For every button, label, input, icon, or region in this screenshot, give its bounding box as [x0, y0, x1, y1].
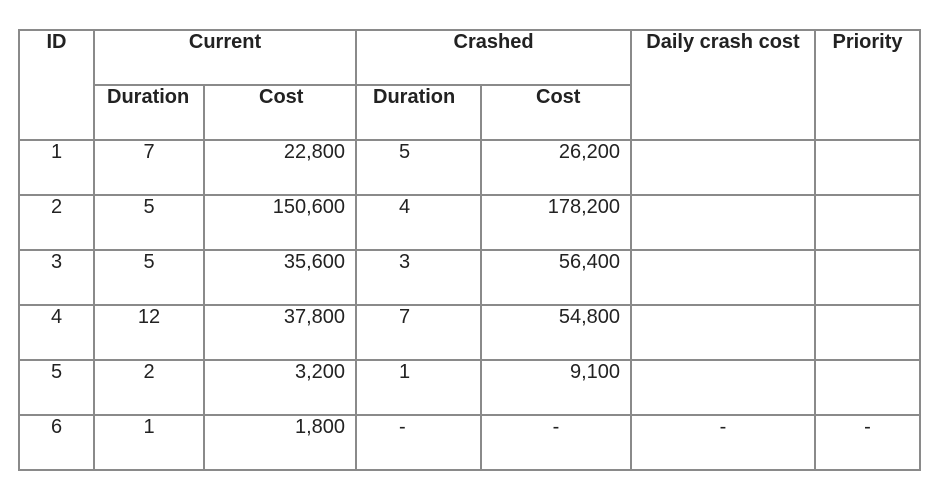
- cell-priority: -: [815, 415, 920, 470]
- cell-current-cost: 22,800: [204, 140, 356, 195]
- cell-current-duration: 1: [94, 415, 204, 470]
- cell-id: 2: [19, 195, 94, 250]
- cell-daily-crash-cost: -: [631, 415, 815, 470]
- cell-id: 4: [19, 305, 94, 360]
- cell-current-cost: 35,600: [204, 250, 356, 305]
- cell-current-cost: 150,600: [204, 195, 356, 250]
- header-daily-crash-cost: Daily crash cost: [631, 30, 815, 140]
- cell-id: 6: [19, 415, 94, 470]
- cell-crashed-cost: 56,400: [481, 250, 631, 305]
- cell-priority: [815, 140, 920, 195]
- cell-current-cost: 3,200: [204, 360, 356, 415]
- header-id: ID: [19, 30, 94, 140]
- header-row-top: [19, 30, 920, 85]
- header-current-cost: Cost: [204, 85, 356, 140]
- cell-current-duration: 5: [94, 250, 204, 305]
- cell-crashed-duration: 3: [356, 250, 481, 305]
- cell-crashed-cost: 54,800: [481, 305, 631, 360]
- cell-crashed-duration: 4: [356, 195, 481, 250]
- table-row: [19, 360, 920, 415]
- cell-current-duration: 2: [94, 360, 204, 415]
- cell-id: 5: [19, 360, 94, 415]
- header-crashed-duration: Duration: [356, 85, 481, 140]
- cell-daily-crash-cost: [631, 360, 815, 415]
- cell-priority: [815, 305, 920, 360]
- table-row: [19, 140, 920, 195]
- cell-current-duration: 12: [94, 305, 204, 360]
- table-row: [19, 250, 920, 305]
- table-row: [19, 415, 920, 470]
- cell-current-cost: 37,800: [204, 305, 356, 360]
- cell-id: 3: [19, 250, 94, 305]
- table-row: [19, 305, 920, 360]
- cell-current-duration: 5: [94, 195, 204, 250]
- cell-daily-crash-cost: [631, 140, 815, 195]
- cell-crashed-duration: 1: [356, 360, 481, 415]
- cell-priority: [815, 360, 920, 415]
- cell-current-cost: 1,800: [204, 415, 356, 470]
- cell-crashed-cost: 9,100: [481, 360, 631, 415]
- header-current-duration: Duration: [94, 85, 204, 140]
- cell-priority: [815, 195, 920, 250]
- header-crashed: Crashed: [356, 30, 631, 85]
- cell-daily-crash-cost: [631, 195, 815, 250]
- table-row: [19, 195, 920, 250]
- cell-current-duration: 7: [94, 140, 204, 195]
- cell-id: 1: [19, 140, 94, 195]
- cell-daily-crash-cost: [631, 305, 815, 360]
- header-priority: Priority: [815, 30, 920, 140]
- cell-crashed-cost: 178,200: [481, 195, 631, 250]
- cell-crashed-duration: -: [356, 415, 481, 470]
- cell-crashed-duration: 7: [356, 305, 481, 360]
- cell-crashed-cost: 26,200: [481, 140, 631, 195]
- crash-cost-table: [18, 29, 921, 471]
- header-crashed-cost: Cost: [481, 85, 631, 140]
- cell-crashed-cost: -: [481, 415, 631, 470]
- cell-priority: [815, 250, 920, 305]
- header-current: Current: [94, 30, 356, 85]
- cell-daily-crash-cost: [631, 250, 815, 305]
- cell-crashed-duration: 5: [356, 140, 481, 195]
